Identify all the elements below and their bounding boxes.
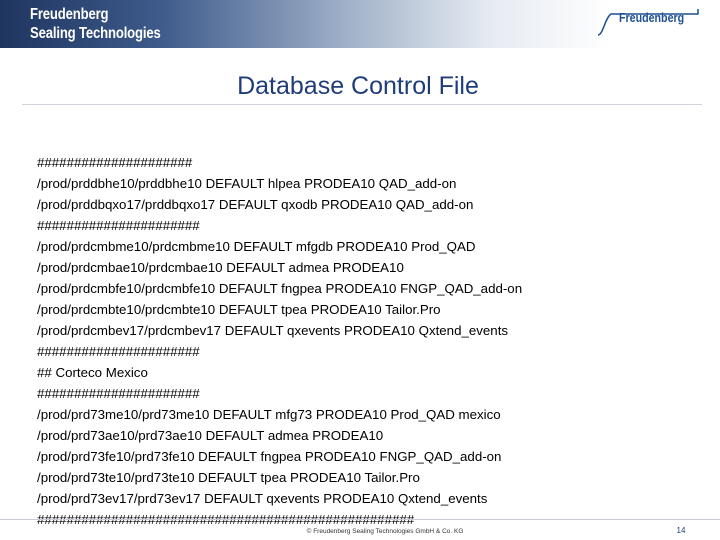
brand-line-2: Sealing Technologies	[30, 25, 161, 42]
control-file-line: ## Corteco Mexico	[37, 365, 148, 380]
control-file-line: /prod/prdcmbme10/prdcmbme10 DEFAULT mfgdb PRODEA10 Prod_QAD	[37, 239, 476, 254]
control-file-line: /prod/prd73fe10/prd73fe10 DEFAULT fngpea PRODEA10 FNGP_QAD_add-on	[37, 449, 502, 464]
control-file-line: /prod/prddbhe10/prddbhe10 DEFAULT hlpea PRODEA10 QAD_add-on	[37, 176, 457, 191]
control-file-listing	[37, 152, 697, 530]
control-file-line: ######################	[37, 344, 200, 359]
page-number: 14	[676, 526, 686, 535]
title-divider	[22, 104, 702, 105]
control-file-line: /prod/prd73te10/prd73te10 DEFAULT tpea PRODEA10 Tailor.Pro	[37, 470, 420, 485]
control-file-line: ######################	[37, 386, 200, 401]
brand-line-1: Freudenberg	[30, 6, 109, 23]
control-file-line: ###################################################	[37, 512, 415, 527]
control-file-line: /prod/prddbqxo17/prddbqxo17 DEFAULT qxodb PRODEA10 QAD_add-on	[37, 197, 474, 212]
control-file-line: /prod/prdcmbae10/prdcmbae10 DEFAULT admea PRODEA10	[37, 260, 404, 275]
control-file-line: /prod/prd73ae10/prd73ae10 DEFAULT admea PRODEA10	[37, 428, 384, 443]
slide-title: Database Control File	[237, 72, 479, 100]
brand-wordmark	[30, 5, 161, 43]
control-file-line: /prod/prdcmbev17/prdcmbev17 DEFAULT qxevents PRODEA10 Qxtend_events	[37, 323, 509, 338]
footer-divider	[0, 519, 720, 520]
control-file-line: #####################	[37, 155, 193, 170]
control-file-line: /prod/prd73me10/prd73me10 DEFAULT mfg73 PRODEA10 Prod_QAD mexico	[37, 407, 501, 422]
control-file-line: /prod/prdcmbfe10/prdcmbfe10 DEFAULT fngpea PRODEA10 FNGP_QAD_add-on	[37, 281, 523, 296]
freudenberg-logo	[597, 8, 699, 36]
control-file-line: ######################	[37, 218, 200, 233]
control-file-line: /prod/prd73ev17/prd73ev17 DEFAULT qxevents PRODEA10 Qxtend_events	[37, 491, 488, 506]
copyright-notice: © Freudenberg Sealing Technologies GmbH & Co. KG	[306, 528, 464, 535]
logo-label: Freudenberg	[619, 10, 685, 25]
control-file-line: /prod/prdcmbte10/prdcmbte10 DEFAULT tpea PRODEA10 Tailor.Pro	[37, 302, 441, 317]
